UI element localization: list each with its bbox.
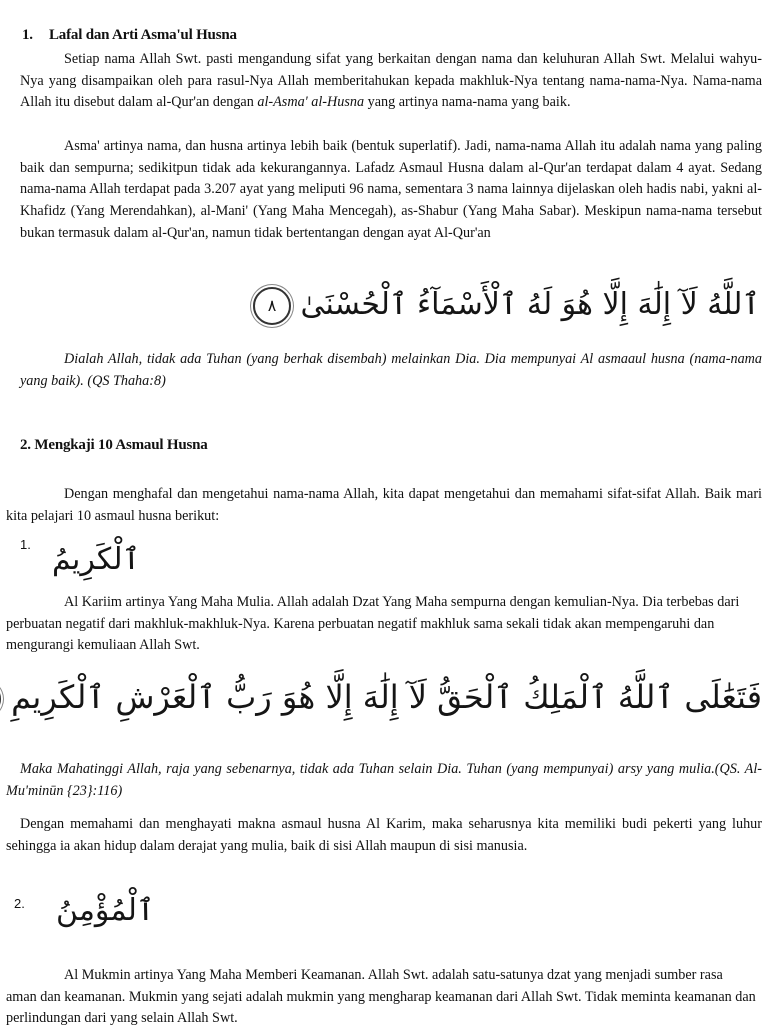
ayah-number-marker: ٨ xyxy=(253,287,291,325)
section-1-paragraph-2: Asma' artinya nama, dan husna artinya lebih baik (bentuk superlatif). Jadi, nama-nama Allah itu adalah nama yang paling baik dan sempurna; sedikitpun tidak ada kekurangannya. Lafadz Asmaul Husna dalam al-Qur'an terdapat dalam 4 ayat. Sedang nama-nama Allah terdapat pada 3.207 ayat yang meliputi 96 nama, sementara 3 nama lainnya dijelaskan oleh hadis nabi, yakni al-Khafidz (Yang Merendahkan), al-Mani' (Yang Maha Mencegah), as-Shabur (Yang Maha Sabar). Meskipun nama-nama tersebut bukan termasuk dalam al-Qur'an, namun tidak bertentangan dengan ayat Al-Qur'an xyxy=(20,138,762,241)
item-2-description: Al Mukmin artinya Yang Maha Memberi Keamanan. Allah Swt. adalah satu-satunya dzat yang menjadi sumber rasa aman dan keamanan. Mukmin yang sejati adalah mukmin yang mengharap keamanan dari Allah Swt. Tidak meminta keamanan dan perlindungan dari yang selain Allah Swt. xyxy=(6,967,756,1027)
item-1-reflection: Dengan memahami dan menghayati makna asmaul husna Al Karim, maka seharusnya kita memiliki budi pekerti yang luhur sehingga ia akan hidup dalam derajat yang mulia, baik di sisi Allah maupun di sisi manusia. xyxy=(6,816,762,854)
quran-verse-almuminun-116: فَتَعَٰلَى ٱللَّهُ ٱلْمَلِكُ ٱلْحَقُّ لَآ إِلَٰهَ إِلَّا هُوَ رَبُّ ٱلْعَرْشِ ٱلْكَرِيمِ xyxy=(128,664,762,730)
verse-translation-thaha-8: Dialah Allah, tidak ada Tuhan (yang berhak disembah) melainkan Dia. Dia mempunyai Al asmaaul husna (nama-nama yang baik). (QS Thaha:8) xyxy=(20,351,762,389)
section-1-heading xyxy=(22,27,237,44)
ayah-number-marker xyxy=(0,682,1,716)
section-2-intro: Dengan menghafal dan mengetahui nama-nama Allah, kita dapat mengetahui dan memahami sifat-sifat Allah. Baik mari kita pelajari 10 asmaul husna berikut: xyxy=(6,486,762,524)
quran-verse-thaha-8: ٱللَّهُ لَآ إِلَٰهَ إِلَّا هُوَ لَهُ ٱلْأَسْمَآءُ ٱلْحُسْنَىٰ ٨ xyxy=(350,278,760,332)
item-2-number: 2. xyxy=(14,896,25,911)
section-1-title: Lafal dan Arti Asma'ul Husna xyxy=(49,27,237,43)
item-1-verse-translation: Maka Mahatinggi Allah, raja yang sebenarnya, tidak ada Tuhan selain Dia. Tuhan (yang mempunyai) arsy yang mulia.(QS. Al-Mu'minūn {23}:116) xyxy=(6,761,762,799)
item-1-number: 1. xyxy=(20,537,31,552)
section-1-paragraph-1: Setiap nama Allah Swt. pasti mengandung sifat yang berkaitan dengan nama dan keluhuran Allah Swt. Melalui wahyu-Nya yang disampaikan oleh para rasul-Nya Allah memberitahukan kepada makhluk-Nya tentang nama-nama-Nya. Nama-nama Allah itu disebut dalam al-Qur'an dengan al-Asma' al-Husna yang artinya nama-nama yang baik. xyxy=(20,51,762,111)
item-1-description: Al Kariim artinya Yang Maha Mulia. Allah adalah Dzat Yang Maha sempurna dengan kemulian-Nya. Dia terbebas dari perbuatan negatif dari makhluk-makhluk-Nya. Karena perbuatan negatif makhluk sama sekali tidak akan mempengaruhi dan mengurangi kemuliaan Allah Swt. xyxy=(6,594,740,654)
section-1-number: 1. xyxy=(22,27,33,43)
section-2-heading: 2. Mengkaji 10 Asmaul Husna xyxy=(20,437,208,453)
item-1-arabic-name: ٱلْكَرِيمُ xyxy=(52,542,141,577)
item-2-arabic-name: ٱلْمُؤْمِنُ xyxy=(56,893,155,928)
asma-husna-term: al-Asma' al-Husna xyxy=(257,94,365,111)
